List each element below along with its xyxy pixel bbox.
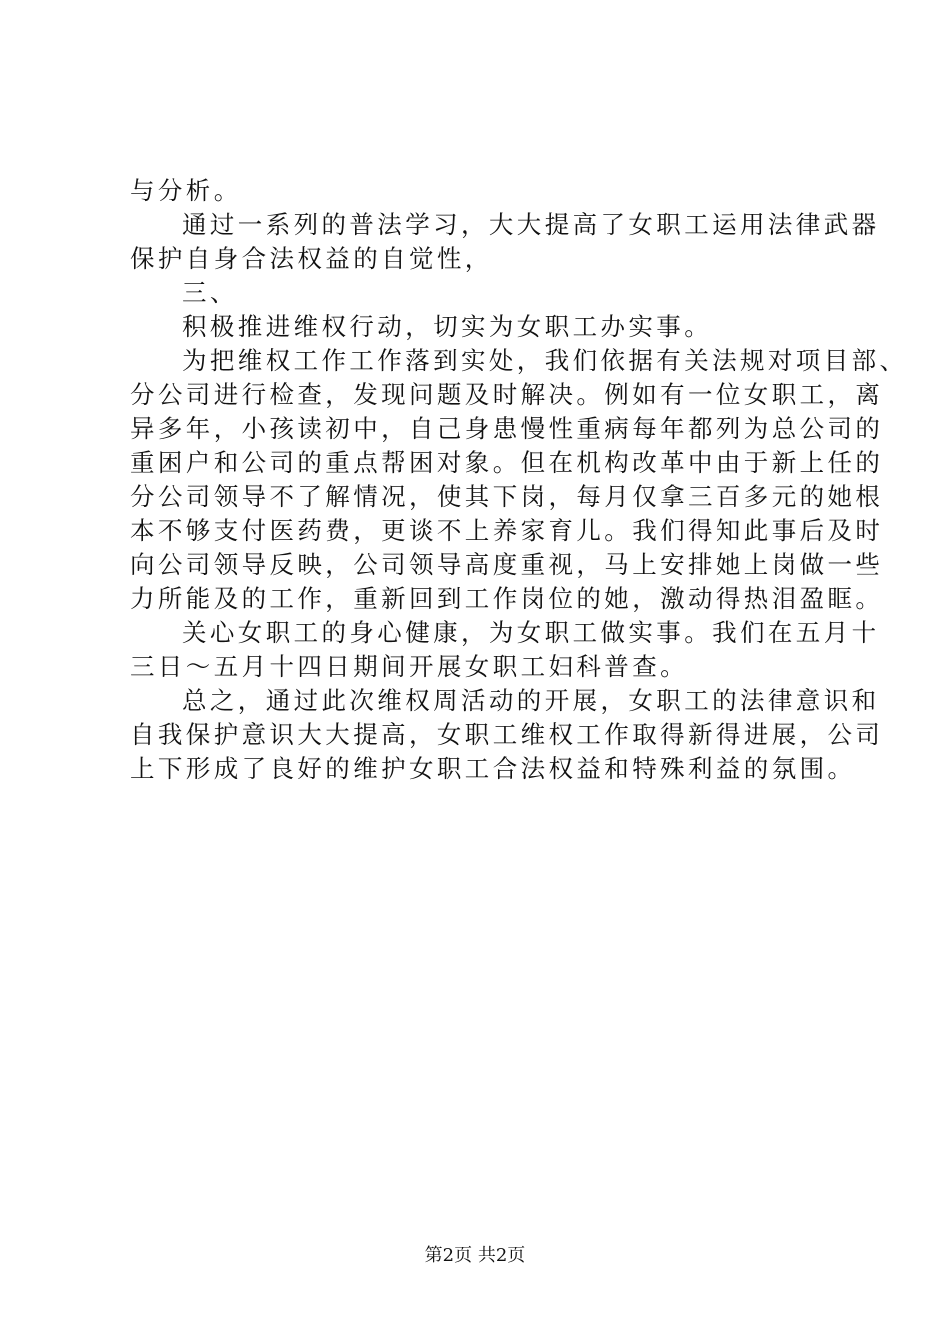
text-line: 分公司领导不了解情况，使其下岗，每月仅拿三百多元的她根: [130, 482, 884, 511]
section-heading: 积极推进维权行动，切实为女职工办实事。: [182, 312, 713, 341]
text-line: 三日～五月十四日期间开展女职工妇科普查。: [130, 652, 688, 681]
text-line: 与分析。: [130, 176, 242, 205]
text-line: 通过一系列的普法学习，大大提高了女职工运用法律武器: [182, 210, 880, 239]
text-line: 为把维权工作工作落到实处，我们依据有关法规对项目部、: [182, 346, 908, 375]
text-line: 自我保护意识大大提高，女职工维权工作取得新得进展，公司: [130, 720, 884, 749]
text-line: 保护自身合法权益的自觉性，: [130, 244, 493, 273]
page-number-footer: 第2页 共2页: [424, 1245, 526, 1266]
section-heading-number: 三、: [182, 278, 238, 307]
text-line: 异多年，小孩读初中，自己身患慢性重病每年都列为总公司的: [130, 414, 884, 443]
text-line: 重困户和公司的重点帮困对象。但在机构改革中由于新上任的: [130, 448, 884, 477]
text-line: 总之，通过此次维权周活动的开展，女职工的法律意识和: [182, 686, 880, 715]
text-line: 上下形成了良好的维护女职工合法权益和特殊利益的氛围。: [130, 754, 856, 783]
text-line: 本不够支付医药费，更谈不上养家育儿。我们得知此事后及时: [130, 516, 884, 545]
text-line: 向公司领导反映，公司领导高度重视，马上安排她上岗做一些: [130, 550, 884, 579]
text-line: 分公司进行检查，发现问题及时解决。例如有一位女职工，离: [130, 380, 884, 409]
text-line: 关心女职工的身心健康，为女职工做实事。我们在五月十: [182, 618, 880, 647]
text-line: 力所能及的工作，重新回到工作岗位的她，激动得热泪盈眶。: [130, 584, 884, 613]
document-body: [130, 174, 908, 786]
